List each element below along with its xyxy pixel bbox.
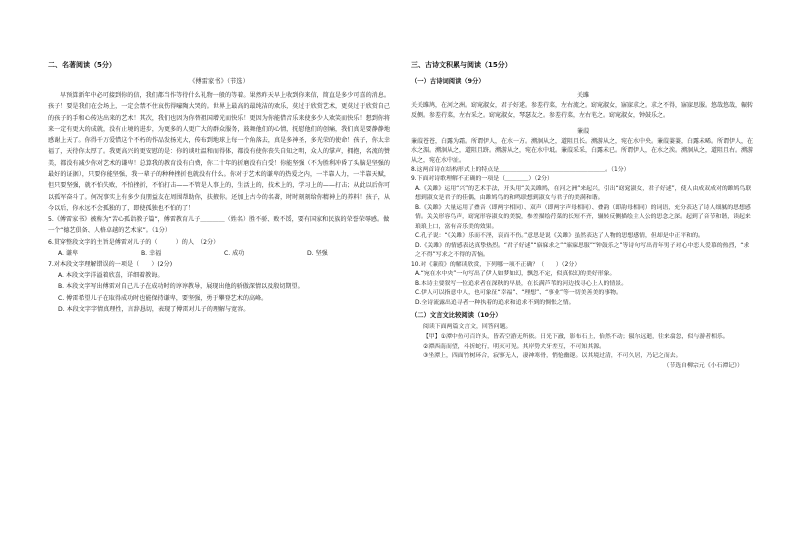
- question-5: 5.《傅雷家书》被称为“苦心孤诣教子篇”，傅雷教育儿子＿＿＿＿（姓名）胜不骄、败不馁，要有国家和民族的荣誉荣辱感。做一个“德艺俱备、人格卓越的艺术家”。（1分）: [48, 216, 390, 235]
- passage-title: 《傅雷家书》（节选）: [189, 78, 249, 85]
- q9-option-a: A.《关雎》运用“兴”的艺术手法，开头用“关关雎鸠，在河之洲”来起兴，引出“窈窕淑女，君子好逑”，使人由成双成对的雎鸠鸟联想到淑女是君子的佳偶，由雎鸠鸟的和鸣联想到淑女与君子的美满和谐。: [415, 185, 752, 202]
- poem-jianjia: 蒹葭苍苍，白露为霜。所谓伊人，在水一方。溯洄从之，道阻且长。溯游从之，宛在水中央。蒹葭萋萋，白露未晞。所谓伊人，在水之湄。溯洄从之，道阻且跻。溯游从之，宛在水中坻。蒹葭采采，白露未已。所谓伊人，在水之涘。溯洄从之，道阻且右。溯游从之，宛在水中沚。: [411, 137, 754, 165]
- question-10: 10.对《蒹葭》的解读欣赏，下列哪一项不正确？（ ）（2分）: [411, 261, 581, 268]
- section-title: 二、名著阅读（5分）: [48, 61, 116, 69]
- q9-option-b: B.《关雎》大量运用了叠音（即两字相同）、双声（即两字声母相同）、叠韵（即韵母相同）的词语，充分表达了诗人细腻的思想感情。关关形容鸟声，窈窕形容淑女的美貌，参差描绘荇菜的长短不齐，辗转反侧描绘主人公的思念之深。起到了音节和谐，读起来琅琅上口，富有音乐美的效果。: [415, 204, 751, 230]
- left-column: [48, 60, 390, 315]
- classical-intro: 阅读下面两篇文言文，回答问题。: [423, 324, 512, 331]
- q7-option-a: A. 本段文字洋溢着欣喜，详细着教诲。: [58, 272, 164, 280]
- q10-option-c: C.伊人可以指意中人，也可象征“幸福”、“理想”、“事业”等一切美善美的事物。: [415, 290, 622, 297]
- subsection-poetry: （一）古诗词阅读（9分）: [411, 78, 485, 85]
- q7-option-c: C. 傅雷希望儿子在取得成功时也能保持谦卑，要坚强，勇于攀登艺术的高峰。: [58, 294, 268, 302]
- classical-para-2: ②潭西南而望，斗折蛇行，明灭可见。其岸势犬牙差互，不可知其源。: [423, 343, 605, 350]
- q7-option-b: B. 本段文字写出傅雷对自己儿子在成功时的谆谆教导，展现出他的骄傲深情以及殷切期望。: [58, 283, 304, 291]
- source-credit: （节选自柳宗元《小石潭记》）: [663, 362, 743, 369]
- q6-option-c: C. 成功: [224, 249, 245, 257]
- question-7: 7.对本段文字理解错误的一项是（ ）(2分): [48, 261, 173, 269]
- q6-option-a: A. 谦卑: [58, 249, 79, 257]
- question-6: 6.贯穿整段文字的主旨是傅雷对儿子的（ ）的人 （2分）: [48, 238, 220, 246]
- poem-jianjia-title: 蒹葭: [576, 127, 590, 135]
- q10-option-d: D.全诗流露出追寻者一种执着的追求和追求不到的惆怅之情。: [415, 299, 575, 306]
- q6-options: [58, 248, 390, 259]
- question-8: 8.这两首诗在结构形式上的特点是＿＿＿＿＿＿＿＿＿＿＿＿＿＿＿＿＿＿。（1分）: [411, 166, 630, 173]
- q6-option-b: B. 幸福: [141, 249, 162, 257]
- right-column: [411, 60, 755, 371]
- question-9: 9.下面对诗歌理解不正确的一项是（＿＿＿＿）（2分）: [411, 176, 553, 183]
- q7-option-d: D. 本段文字字情真理性，言辞恳切，表现了傅雷对儿子的理解与宽容。: [58, 305, 250, 313]
- q10-option-a: A.“宛在水中央”一句写出了伊人如梦如幻，飘忽不定，似真似幻的美好形象。: [415, 271, 616, 278]
- classical-para-1: 【甲】①潭中鱼可百许头，皆若空游无所依。日光下澈，影布石上，佁然不动；俶尔远逝，往来翕忽，似与游者相乐。: [423, 334, 729, 341]
- poem-guanju: 关关雎鸠，在河之洲。窈窕淑女，君子好逑。参差荇菜，左右流之。窈窕淑女，寤寐求之。求之不得，寤寐思服。悠哉悠哉，辗转反侧。参差荇菜，左右采之。窈窕淑女，琴瑟友之。参差荇菜，左右芼之。窈窕淑女，钟鼓乐之。: [411, 102, 754, 119]
- section-title-3: 三、古诗文积累与阅读（15分）: [411, 61, 512, 69]
- passage-text: 早预算新年中必可接到你的信，我们都当作等待什么礼物一般的等着。果然昨天早上收到你来信，简直是多少可喜的消息。孩子！要是我们在会场上，一定会禁不住哀伤得嚎陶大哭的。世界上最高的最纯洁的欢乐，莫过于欣赏艺术，更莫过于欣赏自己的孩子的手和心传达出来的艺术！其次，我们也因为你替祖国增光而快乐！更因为你能借音乐来使多少人欢笑而快乐！想到你将来一定有更大的成就，没有止境的进步，为更多的人更广大的群众服务，鼓舞他们的心情，抚慰他们的创痛，我们真是要静静地感谢上天了。你得千万爱惜这个不朽的作品发扬光大，传布到地球上每一个角落去，真是多神圣，多光荣的使命！孩子，你太幸福了，天待你太厚了。我更高兴的更安慰的是：你的谈吐温和而得体，都没有使你丧失自知之明，众人的掌声，拥抱，名流的赞美，都没有减少你对艺术的谦卑！总算我的教育没有白费，你二十年的折磨没有白受！你能坚强（不为胜利冲昏了头脑是坚强的最好的证据），只要你能坚强，我一辈子的种种挫折也就没有什么。你对于艺术的谦卑的热爱之内，一半靠人力，一半靠天赋，但只要坚强，就不怕失败，不怕挫折，不怕打击——不管是人事上的，生活上的，技术上的，学习上的——打击；从此以后你可以孤军奋斗了。何况事实上有多少良朋益友在周围帮助你，扶掖你。还加上古今的名著，时时刻刻给你精神上的养料！孩子，从今以后，你永远不会孤独的了，即使孤独也不怕的了！: [48, 92, 390, 212]
- classical-para-3: ③坐潭上，四面竹树环合，寂寥无人，凄神寒骨，悄怆幽邃。以其境过清，不可久居，乃记之而去。: [423, 353, 682, 360]
- q9-option-d: D.《关雎》的情感表达真挚热烈。“君子好逑”“寤寐求之”“寤寐思服”“钟鼓乐之”等诗句写出青年男子对心中恋人爱慕的热烈，“求之不得”写求之不得的苦恼。: [415, 242, 750, 259]
- q10-option-b: B.本诗主要叙写一位追求者在深秋的早晨，在长满芦苇的河边找寻心上人的情景。: [415, 280, 628, 287]
- q6-option-d: D. 坚强: [307, 249, 328, 257]
- q9-option-c: C.孔子说：“《关雎》乐而不淫，哀而不伤。”意思是说《关雎》虽然表达了人物的思想感情，但却是中正平和的。: [415, 233, 704, 240]
- subsection-classical: （二）文言文比较阅读（10分）: [411, 312, 502, 320]
- poem-guanju-title: 关雎: [576, 92, 590, 99]
